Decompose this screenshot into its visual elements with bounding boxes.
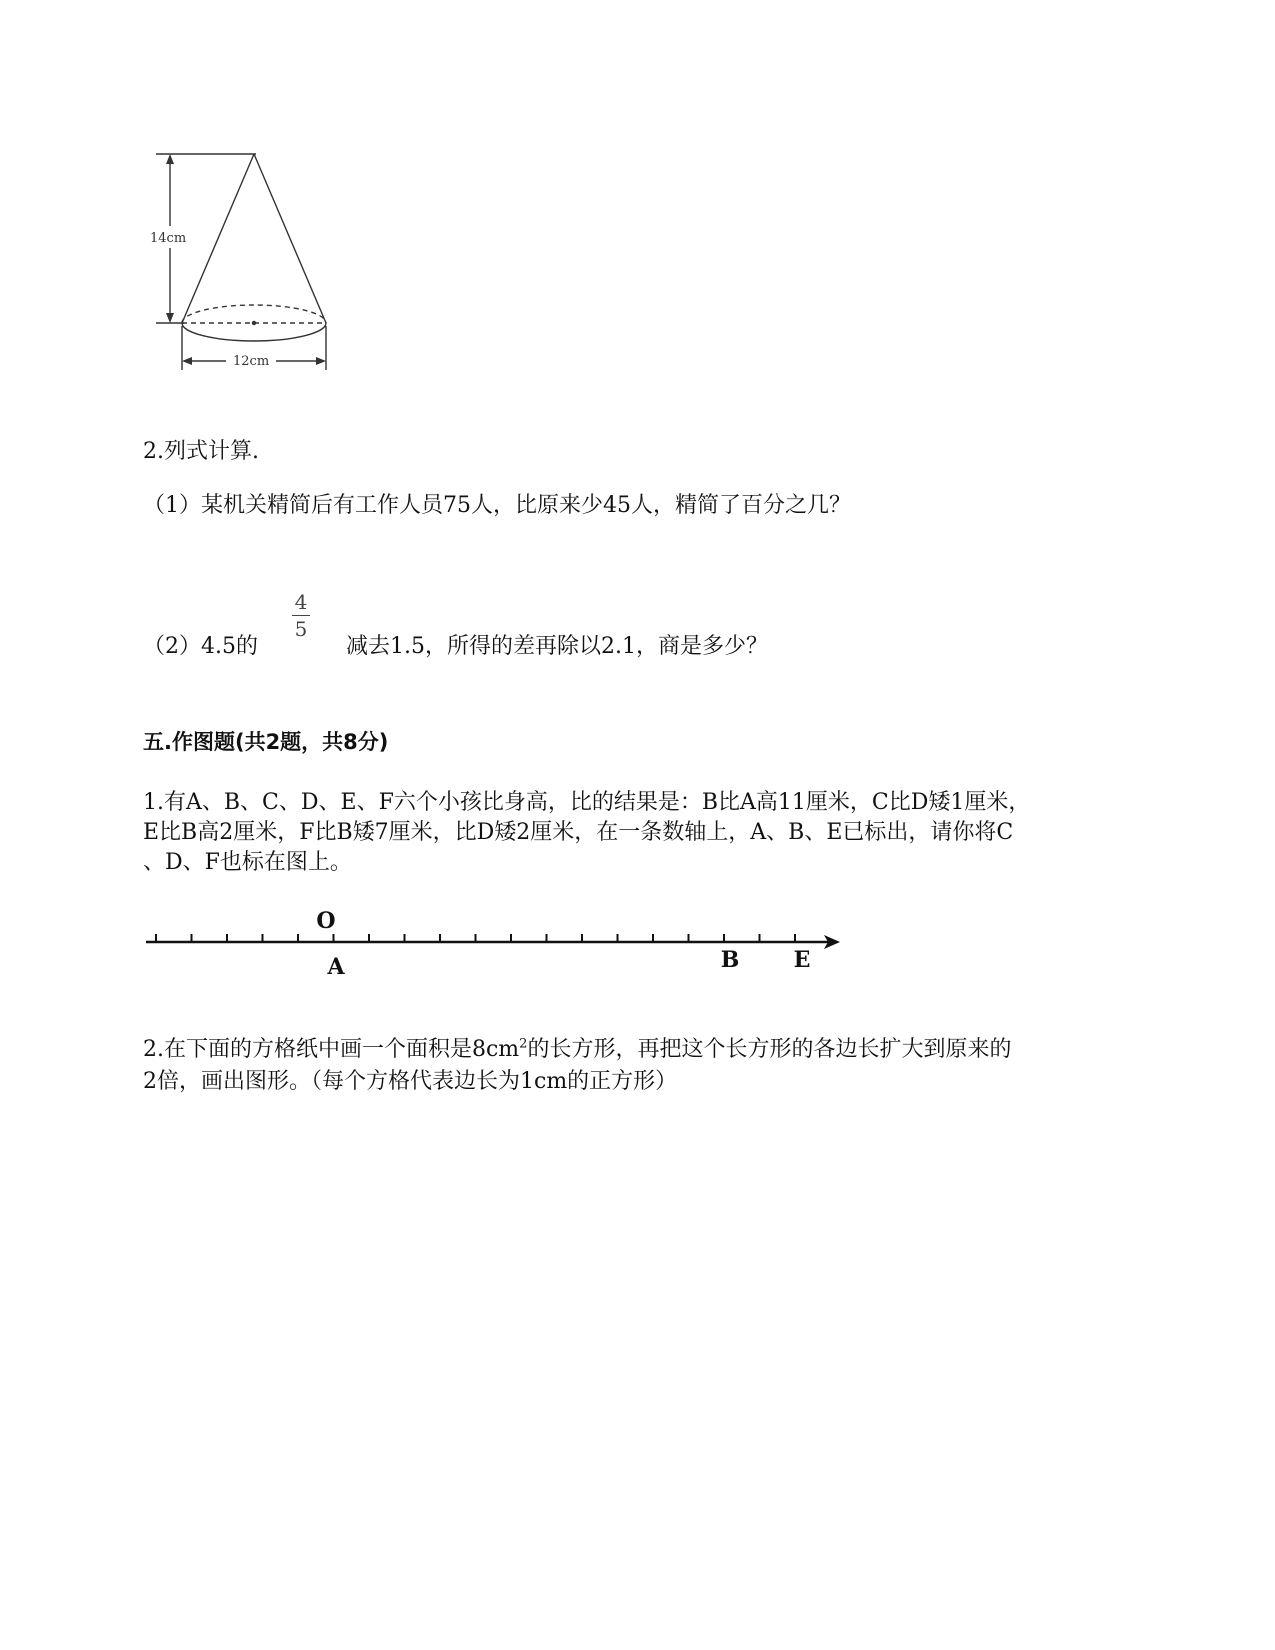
section5-p1-line2: E比B高2厘米，F比B矮7厘米，比D矮2厘米，在一条数轴上，A、B、E已标出，请你将C [143,820,1014,845]
diameter-label: 12cm [233,354,270,369]
height-label: 14cm [150,231,187,246]
cone-base-back-arc [182,305,326,323]
fraction-numerator: 4 [294,590,308,614]
problem2-q2-prefix: （2）4.5的 [143,634,258,659]
problem2-q2-suffix: 减去1.5，所得的差再除以2.1，商是多少？ [346,634,768,659]
base-center-dot [252,321,256,325]
fraction-bar [292,615,310,616]
section5-p2-line1-a: 2.在下面的方格纸中画一个面积是8cm [143,1037,520,1062]
label-origin: O [316,908,336,934]
problem2-title: 2.列式计算. [143,439,259,464]
section5-p1-line3: 、D、F也标在图上。 [143,850,352,875]
section5-heading: 五.作图题(共2题，共8分) [143,730,389,754]
section5-p2-line1-b: 的长方形，再把这个长方形的各边长扩大到原来的 [527,1037,1012,1062]
label-a: A [327,954,345,980]
diameter-arrow-head-right [316,357,326,365]
superscript-2: 2 [519,1036,528,1052]
diameter-arrow-head-left [182,357,192,365]
cone-right-slant [254,154,326,323]
number-line [140,900,860,990]
height-arrow-head-bottom [166,313,174,323]
label-e: E [793,947,811,973]
section5-p2-line2: 2倍，画出图形。（每个方格代表边长为1cm的正方形） [143,1069,678,1094]
cone-base-front-arc [182,323,326,341]
cone-figure [140,140,350,380]
label-b: B [720,947,740,973]
section5-p2-line1 [143,1035,1011,1065]
problem2-q1: （1）某机关精简后有工作人员75人，比原来少45人，精简了百分之几？ [143,493,851,518]
height-arrow-head-top [166,154,174,164]
fraction-denominator: 5 [294,617,308,641]
section5-p1-line1: 1.有A、B、C、D、E、F六个小孩比身高，比的结果是：B比A高11厘米，C比D矮1厘米， [143,790,1031,815]
cone-left-slant [182,154,254,323]
